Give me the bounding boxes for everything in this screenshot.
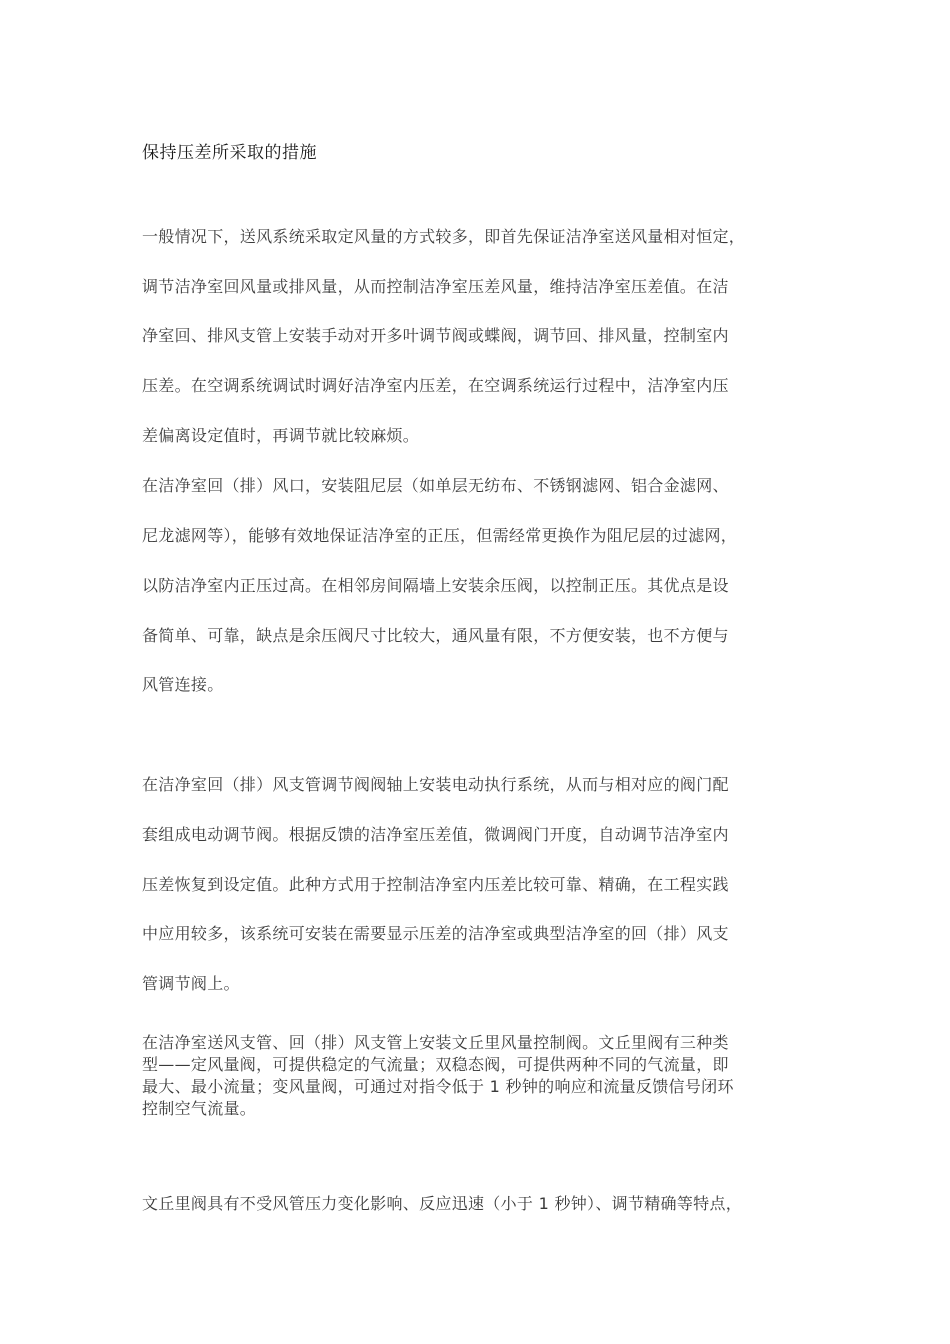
paragraph-3-line-5: 管调节阀上。 bbox=[142, 974, 240, 993]
paragraph-4-line-3: 最大、最小流量；变风量阀，可通过对指令低于 1 秒钟的响应和流量反馈信号闭环 bbox=[142, 1077, 734, 1096]
paragraph-1-line-2: 调节洁净室回风量或排风量，从而控制洁净室压差风量，维持洁净室压差值。在洁 bbox=[142, 277, 729, 296]
paragraph-4-line-1: 在洁净室送风支管、回（排）风支管上安装文丘里风量控制阀。文丘里阀有三种类 bbox=[142, 1033, 729, 1052]
paragraph-2-line-3: 以防洁净室内正压过高。在相邻房间隔墙上安装余压阀，以控制正压。其优点是设 bbox=[142, 576, 729, 595]
document-title: 保持压差所采取的措施 bbox=[142, 143, 317, 163]
paragraph-3-line-1: 在洁净室回（排）风支管调节阀阀轴上安装电动执行系统，从而与相对应的阀门配 bbox=[142, 775, 729, 794]
paragraph-4-line-4: 控制空气流量。 bbox=[142, 1099, 257, 1118]
paragraph-1-line-5: 差偏离设定值时，再调节就比较麻烦。 bbox=[142, 426, 420, 445]
paragraph-5-line-1: 文丘里阀具有不受风管压力变化影响、反应迅速（小于 1 秒钟）、调节精确等特点， bbox=[142, 1194, 743, 1213]
paragraph-2-line-5: 风管连接。 bbox=[142, 675, 224, 694]
paragraph-2-line-2: 尼龙滤网等），能够有效地保证洁净室的正压，但需经常更换作为阻尼层的过滤网， bbox=[142, 526, 738, 545]
paragraph-3-line-4: 中应用较多，该系统可安装在需要显示压差的洁净室或典型洁净室的回（排）风支 bbox=[142, 924, 729, 943]
paragraph-3-line-2: 套组成电动调节阀。根据反馈的洁净室压差值，微调阀门开度，自动调节洁净室内 bbox=[142, 825, 729, 844]
paragraph-3-line-3: 压差恢复到设定值。此种方式用于控制洁净室内压差比较可靠、精确，在工程实践 bbox=[142, 875, 729, 894]
paragraph-4-line-2: 型——定风量阀，可提供稳定的气流量；双稳态阀，可提供两种不同的气流量，即 bbox=[142, 1055, 729, 1074]
paragraph-2-line-4: 备简单、可靠，缺点是余压阀尺寸比较大，通风量有限，不方便安装，也不方便与 bbox=[142, 626, 729, 645]
paragraph-1-line-1: 一般情况下，送风系统采取定风量的方式较多，即首先保证洁净室送风量相对恒定， bbox=[142, 227, 746, 246]
paragraph-2-line-1: 在洁净室回（排）风口，安装阻尼层（如单层无纺布、不锈钢滤网、铝合金滤网、 bbox=[142, 476, 729, 495]
paragraph-1-line-4: 压差。在空调系统调试时调好洁净室内压差，在空调系统运行过程中，洁净室内压 bbox=[142, 376, 729, 395]
paragraph-1-line-3: 净室回、排风支管上安装手动对开多叶调节阀或蝶阀，调节回、排风量，控制室内 bbox=[142, 326, 729, 345]
